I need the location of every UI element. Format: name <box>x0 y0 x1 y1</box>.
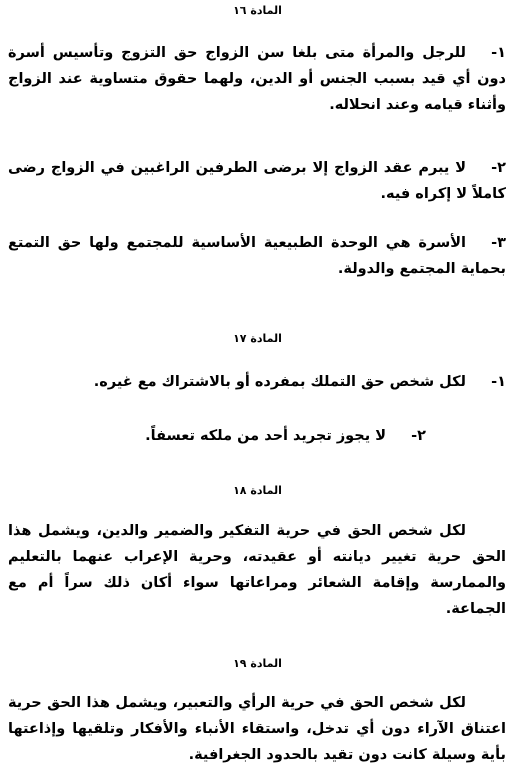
article-19-text: لكل شخص الحق في حرية الرأي والتعبير، ويشمل هذا الحق حرية اعتناق الآراء دون أي تدخل، واستقاء الأنباء والأفكار وتلقيها وإذاعتها بأية وسيلة كانت دون تقيد بالحدود الجغرافية. <box>8 695 506 763</box>
article-18-heading: المادة ١٨ <box>233 484 282 497</box>
clause-number: ١- <box>491 45 506 61</box>
clause-number: ٢- <box>491 160 506 176</box>
article-16-clause-1 <box>8 40 506 118</box>
clause-text: الأسرة هي الوحدة الطبيعية الأساسية للمجتمع ولها حق التمتع بحماية المجتمع والدولة. <box>8 235 506 277</box>
clause-number: ٣- <box>491 235 506 251</box>
clause-text: لا يجوز تجريد أحد من ملكه تعسفاً. <box>145 428 386 444</box>
article-16-clause-3 <box>8 230 506 282</box>
article-18-text: لكل شخص الحق في حرية التفكير والضمير والدين، ويشمل هذا الحق حرية تغيير ديانته أو عقيدته، وحرية الإعراب عنهما بالتعليم والممارسة وإقامة الشعائر ومراعاتها سواء أكان ذلك سراً أم مع الجماعة. <box>8 523 506 617</box>
article-19-heading: المادة ١٩ <box>233 657 282 670</box>
article-19-body <box>8 690 506 768</box>
clause-number: ٢- <box>411 428 426 444</box>
article-17-clause-1 <box>8 369 506 395</box>
clause-number: ١- <box>491 374 506 390</box>
article-17-clause-2 <box>8 423 506 449</box>
clause-text: لا يبرم عقد الزواج إلا برضى الطرفين الراغبين في الزواج رضى كاملاً لا إكراه فيه. <box>8 160 506 202</box>
clause-text: للرجل والمرأة متى بلغا سن الزواج حق التزوج وتأسيس أسرة دون أي قيد بسبب الجنس أو الدين، ولهما حقوق متساوية عند الزواج وأثناء قيامه وعند انحلاله. <box>8 45 506 113</box>
article-17-heading: المادة ١٧ <box>233 332 282 345</box>
clause-text: لكل شخص حق التملك بمفرده أو بالاشتراك مع غيره. <box>93 374 466 390</box>
article-16-clause-2 <box>8 155 506 207</box>
article-18-body <box>8 518 506 622</box>
article-16-heading: المادة ١٦ <box>233 4 282 17</box>
